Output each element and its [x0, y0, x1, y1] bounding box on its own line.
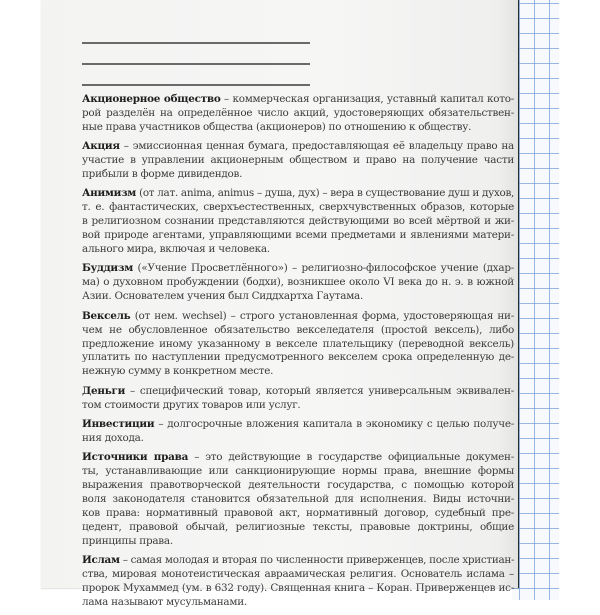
definition-line [82, 465, 514, 479]
blank-writing-line [82, 63, 310, 65]
definition-text: ков права: нормативный правовой акт, нормативный договор, судебный пре- [82, 506, 514, 519]
definition-text: ные права участников общества (акционеров) по отношению к обществу. [82, 120, 472, 133]
definition-line [82, 596, 514, 610]
definition-text: (от лат. anima, animus – душа, дух) – вера в существование душ и духов, [136, 187, 514, 200]
definition-line [82, 493, 514, 507]
glossary-entry [82, 418, 514, 446]
definition-text: предложение иному указанному в векселе плательщику (переводной вексель) [82, 337, 514, 350]
definition-line [82, 351, 514, 365]
definition-text: ты, устанавливающие или санкционирующие нормы права, внешние формы [82, 465, 514, 478]
definition-text: – специфический товар, который является универсальным эквивален- [125, 384, 514, 397]
definition-text: ального мира, включая и человека. [82, 243, 270, 256]
definition-line [82, 290, 514, 304]
glossary-term: Инвестиции [82, 418, 155, 431]
blank-writing-line [82, 42, 310, 44]
definition-text: воля законодателя становится обязательной для исполнения. Виды источни- [82, 493, 514, 506]
definition-line [82, 168, 514, 182]
glossary-entry [82, 451, 514, 548]
glossary-entry [82, 93, 514, 135]
definition-line [82, 201, 514, 215]
glossary-term: Буддизм [82, 262, 133, 275]
definition-line [82, 215, 514, 229]
definition-line [82, 121, 514, 135]
definition-line [82, 140, 514, 154]
glossary-entry [82, 310, 514, 380]
definition-line [82, 107, 514, 121]
definition-text: – коммерческая организация, уставный капитал кото- [220, 93, 515, 105]
definition-text: (от нем. wechsel) – строго установленная форма, удостоверяющая ни- [130, 309, 514, 322]
definition-line [82, 276, 514, 290]
definition-line [82, 568, 514, 582]
definition-line [82, 243, 514, 257]
definition-line [82, 187, 514, 201]
definition-text: ства, мировая монотеистическая авраамическая религия. Основатель ислама – [82, 568, 514, 581]
textbook-page [41, 0, 519, 608]
glossary-term: Деньги [82, 384, 126, 397]
definition-text: ния дохода. [82, 431, 144, 444]
definition-text: уплатить по наступлении предусмотренного векселем срока определенную де- [82, 351, 514, 364]
definition-line [82, 399, 514, 413]
definition-text: вой природе агентами, управляющими всеми предметами и явлениями матери- [82, 229, 514, 242]
definition-text: ма) о духовном пробуждении (бодхи), возникшее около VI века до н. э. в южной [82, 276, 514, 289]
glossary-term: Акция [82, 140, 120, 153]
definition-text: рой разделён на определённое число акций, удостоверяющих обязательствен- [82, 106, 514, 119]
definition-line [82, 338, 514, 352]
definition-text: цедент, правовой обычай, религиозные тексты, правовые доктрины, общие [82, 520, 514, 533]
graph-paper-background [512, 0, 559, 600]
definition-line [82, 479, 514, 493]
definition-line [82, 521, 514, 535]
definition-text: прибыли в форме дивидендов. [82, 168, 243, 181]
definition-line [82, 365, 514, 379]
blank-writing-line [82, 84, 310, 86]
definition-line [82, 535, 514, 549]
glossary-entry [82, 187, 514, 257]
definition-line [82, 262, 514, 276]
definition-text: участие в управлении акционерным обществом и право на получение части [82, 154, 514, 167]
definition-text: т. е. фантастических, сверхъестественных, сверхчувственных образов, которые [82, 201, 514, 214]
definition-text: том стоимости других товаров или услуг. [82, 398, 301, 411]
definition-text: нежную сумму в конкретном месте. [82, 365, 274, 378]
glossary-term: Анимизм [82, 187, 137, 200]
definition-text: – самая молодая и вторая по численности приверженцев, после христиан- [119, 554, 515, 567]
definition-text: чем не обусловленное обязательство векселедателя (простой вексель), либо [82, 323, 514, 336]
definition-line [82, 507, 514, 521]
glossary-term: Ислам [82, 554, 120, 567]
definition-line [82, 93, 514, 107]
definition-line [82, 154, 514, 168]
definition-text: («Учение Просветлённого») – религиозно-философское учение (дхар- [133, 262, 514, 275]
glossary-entry [82, 140, 514, 182]
definition-text: – эмиссионная ценная бумага, предоставляющая её владельцу право на [119, 140, 514, 153]
glossary-term: Акционерное общество [82, 93, 221, 105]
definition-line [82, 432, 514, 446]
definition-text: пророк Мухаммед (ум. в 632 году). Священная книга – Коран. Приверженцев ис- [82, 582, 514, 594]
definition-line [82, 451, 514, 465]
definition-line [82, 229, 514, 243]
glossary-entry [82, 262, 514, 304]
definition-text: – это действующие в государстве официальные докумен- [188, 451, 514, 464]
definition-text: лама называют мусульманами. [82, 595, 247, 608]
definition-line [82, 582, 514, 596]
definition-text: в религиозном сознании представляются действующими во всей мёртвой и жи- [82, 215, 514, 228]
glossary-entry [82, 385, 514, 413]
definition-text: Азии. Основателем учения был Сиддхартха Гаутама. [82, 290, 364, 303]
definition-line [82, 310, 514, 324]
definition-text: – долгосрочные вложения капитала в экономику с целью получе- [154, 418, 514, 431]
glossary [82, 93, 514, 615]
definition-text: выражения правотворческой деятельности государства, с помощью которой [82, 479, 514, 492]
glossary-entry [82, 554, 514, 610]
definition-line [82, 385, 514, 399]
definition-line [82, 554, 514, 568]
definition-text: принципы права. [82, 534, 173, 547]
definition-line [82, 418, 514, 432]
glossary-term: Вексель [82, 309, 131, 322]
definition-line [82, 324, 514, 338]
glossary-term: Источники права [82, 451, 189, 464]
